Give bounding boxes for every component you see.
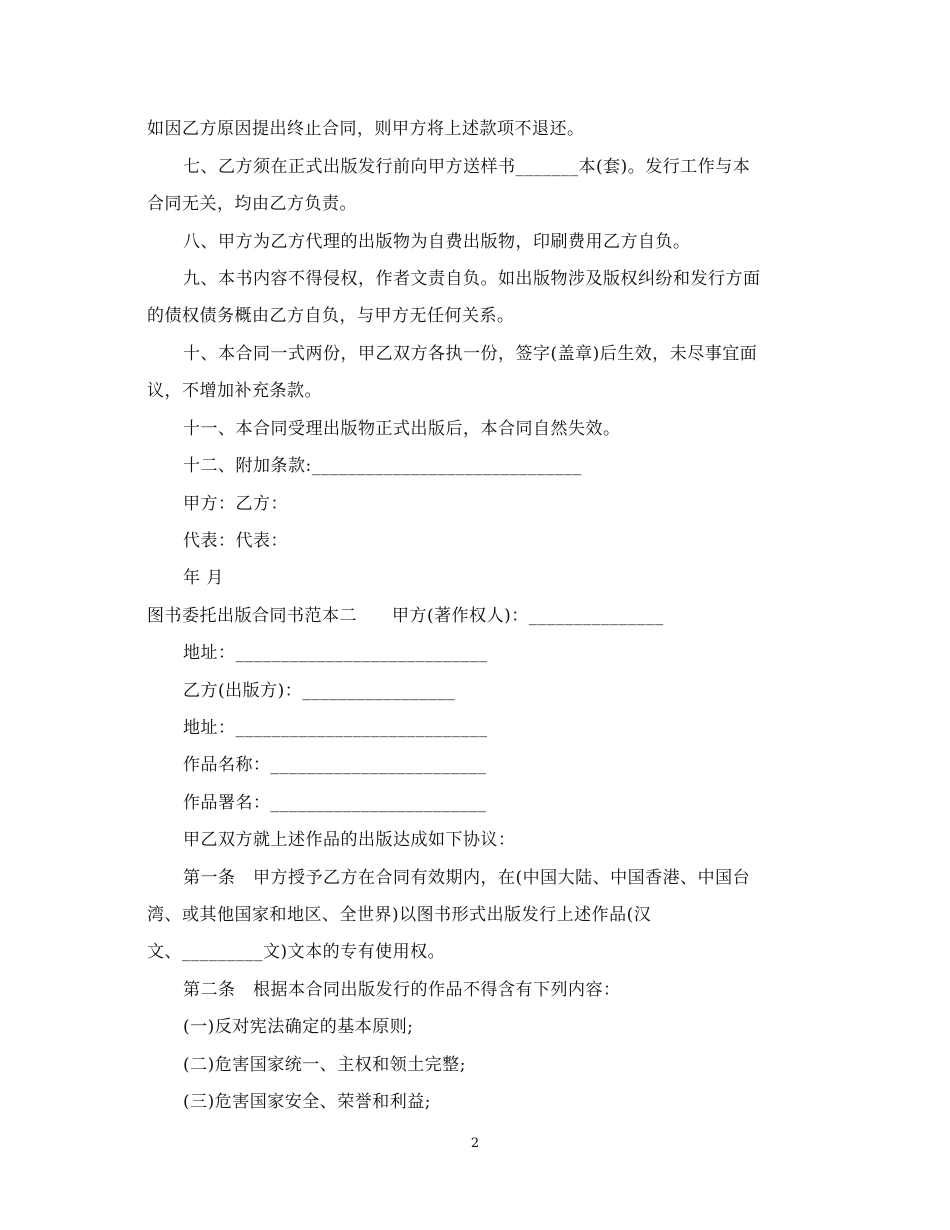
article-1-line-1: 第一条 甲方授予乙方在合同有效期内，在(中国大陆、中国香港、中国台	[183, 868, 751, 888]
clause-7-line-2: 合同无关，均由乙方负责。	[147, 194, 357, 214]
article-2: 第二条 根据本合同出版发行的作品不得含有下列内容：	[183, 980, 621, 1000]
page-number: 2	[470, 1136, 480, 1151]
party-b-publisher: 乙方(出版方)：_________________	[183, 681, 456, 701]
contract-two-title: 图书委托出版合同书范本二 甲方(著作权人)：_______________	[147, 606, 664, 626]
clause-11: 十一、本合同受理出版物正式出版后，本合同自然失效。	[183, 419, 621, 439]
work-title-field: 作品名称：________________________	[183, 755, 487, 775]
article-1-line-3: 文、_________文)文本的专有使用权。	[147, 942, 446, 962]
article-1-line-2: 湾、或其他国家和地区、全世界)以图书形式出版发行上述作品(汉	[147, 905, 652, 925]
clause-10-line-2: 议，不增加补充条款。	[147, 381, 322, 401]
text-line: 如因乙方原因提出终止合同，则甲方将上述款项不退还。	[147, 119, 585, 139]
party-signature-line: 甲方：乙方：	[183, 494, 288, 514]
clause-10-line-1: 十、本合同一式两份，甲乙双方各执一份，签字(盖章)后生效，未尽事宜面	[183, 344, 758, 364]
work-author-field: 作品署名：________________________	[183, 793, 487, 813]
clause-9-line-2: 的债权债务概由乙方自负，与甲方无任何关系。	[147, 306, 515, 326]
party-b-address: 地址：____________________________	[183, 718, 488, 738]
article-2-item-3: (三)危害国家安全、荣誉和利益;	[183, 1092, 431, 1112]
date-line: 年 月	[183, 568, 224, 588]
article-2-item-1: (一)反对宪法确定的基本原则;	[183, 1017, 414, 1037]
clause-8: 八、甲方为乙方代理的出版物为自费出版物，印刷费用乙方自负。	[183, 232, 691, 252]
party-a-address: 地址：____________________________	[183, 643, 488, 663]
clause-7-line-1: 七、乙方须在正式出版发行前向甲方送样书_______本(套)。发行工作与本	[183, 157, 751, 177]
representative-line: 代表：代表：	[183, 531, 288, 551]
clause-9-line-1: 九、本书内容不得侵权，作者文责自负。如出版物涉及版权纠纷和发行方面	[183, 269, 761, 289]
agreement-intro: 甲乙双方就上述作品的出版达成如下协议：	[183, 830, 516, 850]
clause-12: 十二、附加条款:______________________________	[183, 456, 582, 476]
article-2-item-2: (二)危害国家统一、主权和领土完整;	[183, 1055, 466, 1075]
